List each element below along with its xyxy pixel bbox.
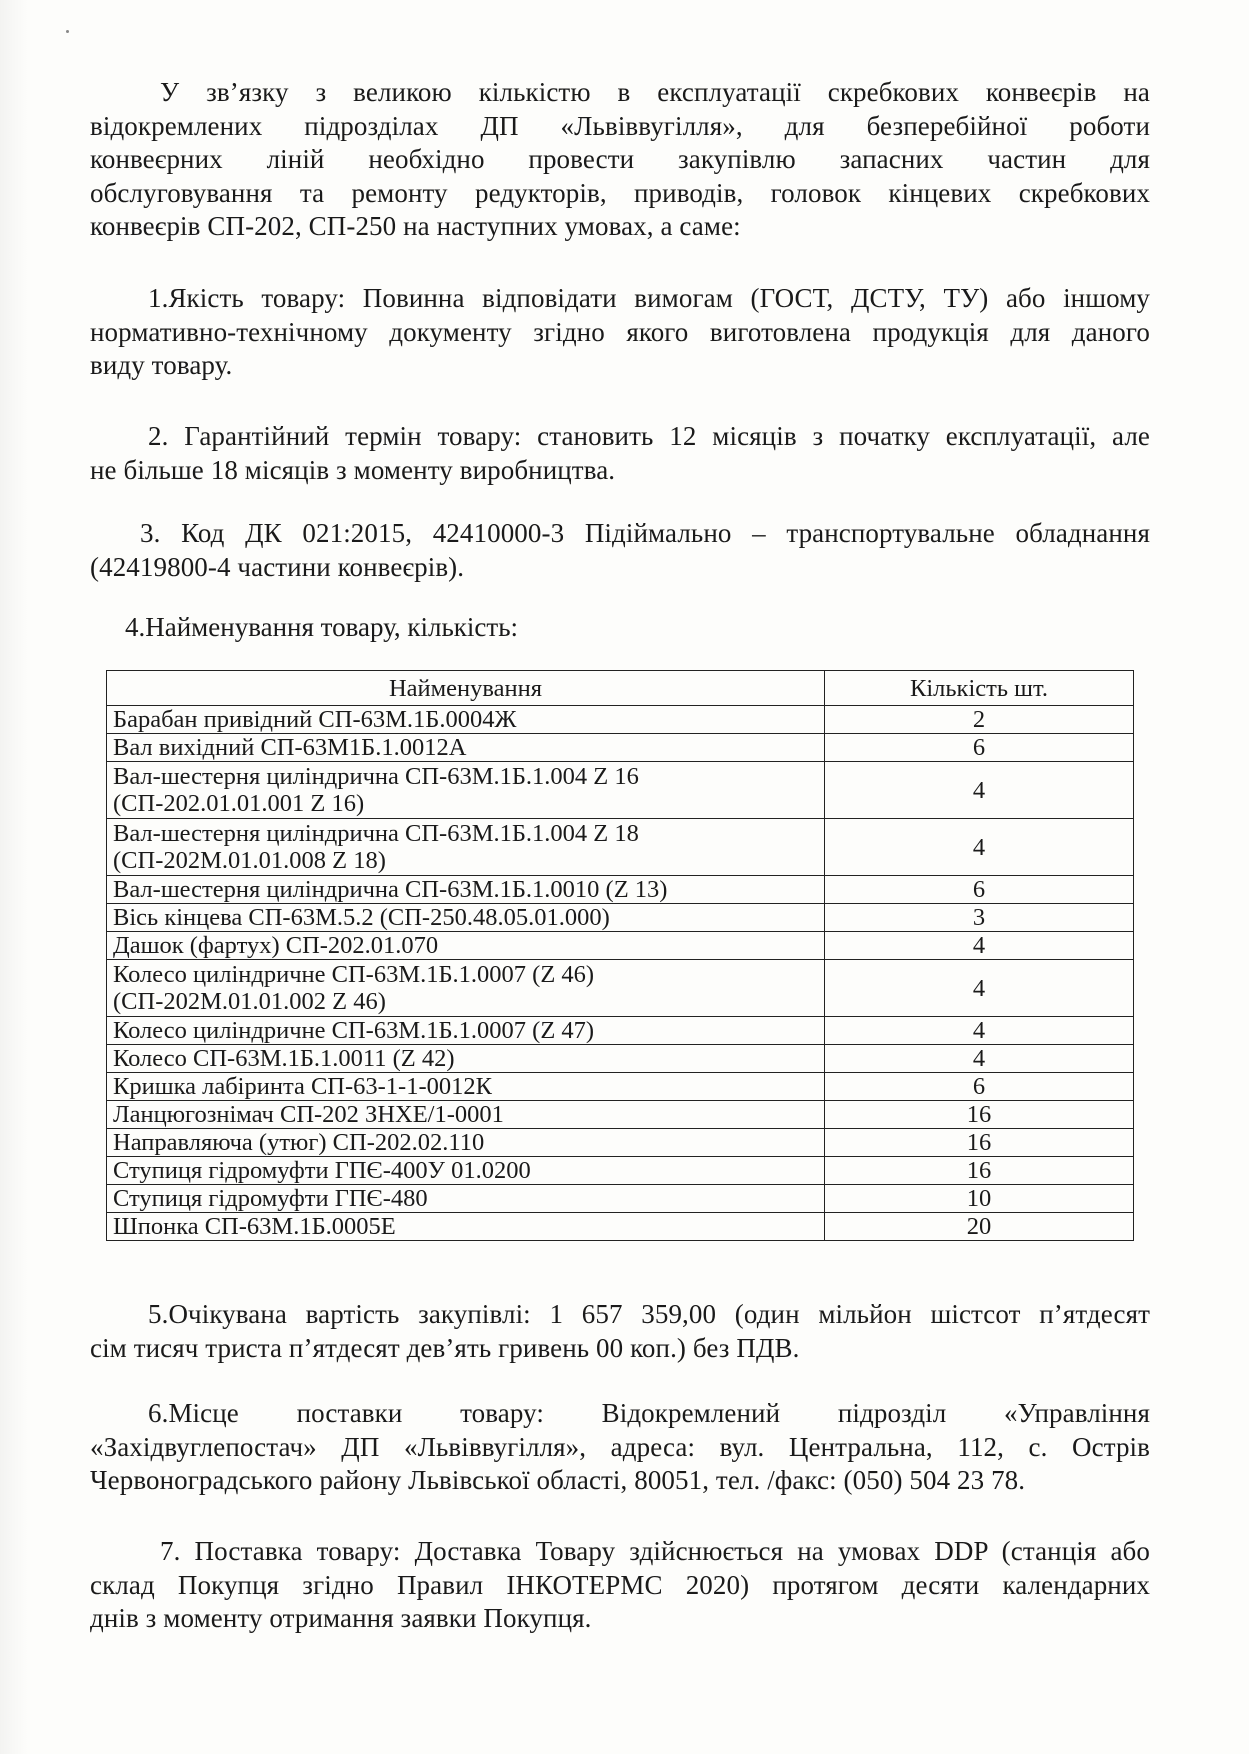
item-name-cell <box>107 1073 825 1101</box>
item-name-cell <box>107 734 825 762</box>
item-name-line: Направляюча (утюг) СП-202.02.110 <box>113 1129 485 1156</box>
item-name-line: (СП-202.01.01.001 Z 16) <box>113 790 365 817</box>
table-row <box>107 1213 1134 1241</box>
item6-line: «Західвуглепостач» ДП «Львіввугілля», адреса: вул. Центральна, 112, с. Острів <box>90 1431 1150 1462</box>
item-name-line: Ланцюгознімач СП-202 ЗНХЕ/1-0001 <box>113 1101 504 1128</box>
item-name-line: Шпонка СП-63М.1Б.0005Е <box>113 1213 396 1240</box>
item3-line: 3. Код ДК 021:2015, 42410000-3 Підіймально – транспортувальне обладнання <box>140 518 1150 548</box>
item-name-line: Ступиця гідромуфти ГПЄ-480 <box>113 1185 428 1212</box>
item-name-cell <box>107 1129 825 1157</box>
table-row <box>107 960 1134 1017</box>
item-name-line: Ступиця гідромуфти ГПЄ-400У 01.0200 <box>113 1157 531 1184</box>
item1-line: 1.Якість товару: Повинна відповідати вимогам (ГОСТ, ДСТУ, ТУ) або іншому <box>148 283 1150 313</box>
item-name-cell <box>107 1017 825 1045</box>
item-name-line: Колесо СП-63М.1Б.1.0011 (Z 42) <box>113 1045 455 1072</box>
item5-line: сім тисяч триста п’ятдесят дев’ять гривень 00 коп.) без ПДВ. <box>90 1332 800 1363</box>
intro-line: У зв’язку з великою кількістю в експлуатації скребкових конвеєрів на <box>160 77 1150 107</box>
item-name-cell <box>107 1045 825 1073</box>
item-name-cell <box>107 819 825 876</box>
item6-line: Червоноградського району Львівської області, 80051, тел. /факс: (050) 504 23 78. <box>90 1465 1026 1495</box>
table-row <box>107 1185 1134 1213</box>
item-name-line: Вісь кінцева СП-63М.5.2 (СП-250.48.05.01.000) <box>113 904 610 931</box>
item-name-line: Колесо циліндричне СП-63М.1Б.1.0007 (Z 46) <box>113 961 595 988</box>
item-name-line: Вал-шестерня циліндрична СП-63М.1Б.1.004 Z 16 <box>113 763 639 790</box>
item1-line: виду товару. <box>90 350 233 380</box>
item-name-line: Вал-шестерня циліндрична СП-63М.1Б.1.0010 (Z 13) <box>113 876 668 903</box>
item-name-line: (СП-202М.01.01.002 Z 46) <box>113 988 386 1015</box>
table-header-row <box>107 671 1134 706</box>
item1-quality-paragraph <box>90 282 1150 383</box>
item-name-cell <box>107 762 825 819</box>
scan-shadow <box>0 0 28 1754</box>
item-qty-cell: 3 <box>825 904 1134 932</box>
intro-line: конвеєрних ліній необхідно провести закупівлю запасних частин для <box>90 144 1150 174</box>
item2-line: не більше 18 місяців з моменту виробництва. <box>90 454 616 485</box>
item-name-line: Вал-шестерня циліндрична СП-63М.1Б.1.004 Z 18 <box>113 820 639 847</box>
item-qty-cell: 6 <box>825 1073 1134 1101</box>
item4-heading: 4.Найменування товару, кількість: <box>125 612 519 642</box>
intro-line: конвеєрів СП-202, СП-250 на наступних умовах, а саме: <box>90 211 741 241</box>
table-row <box>107 904 1134 932</box>
item-qty-cell: 4 <box>825 932 1134 960</box>
table-row <box>107 1073 1134 1101</box>
item-qty-cell: 16 <box>825 1157 1134 1185</box>
item5-cost-paragraph <box>90 1298 1150 1365</box>
item-qty-cell: 4 <box>825 762 1134 819</box>
item2-warranty-paragraph <box>90 420 1150 487</box>
item5-line: 5.Очікувана вартість закупівлі: 1 657 359,00 (один мільйон шістсот п’ятдесят <box>148 1299 1150 1329</box>
table-row <box>107 1017 1134 1045</box>
table-row <box>107 1157 1134 1185</box>
item7-line: днів з моменту отримання заявки Покупця. <box>90 1603 592 1633</box>
item-qty-cell: 4 <box>825 960 1134 1017</box>
table-body <box>107 706 1134 1241</box>
table-row <box>107 1045 1134 1073</box>
intro-line: відокремлених підрозділах ДП «Львіввугілля», для безперебійної роботи <box>90 110 1150 141</box>
intro-line: обслуговування та ремонту редукторів, приводів, головок кінцевих скребкових <box>90 177 1150 208</box>
item3-line: (42419800-4 частини конвеєрів). <box>90 551 465 582</box>
item-qty-cell: 4 <box>825 819 1134 876</box>
table-row <box>107 876 1134 904</box>
table-row <box>107 706 1134 734</box>
scan-dot <box>66 30 69 33</box>
item-name-cell <box>107 876 825 904</box>
item-name-line: Дашок (фартух) СП-202.01.070 <box>113 932 439 959</box>
item-qty-cell: 6 <box>825 876 1134 904</box>
item6-delivery-place-paragraph <box>90 1397 1150 1498</box>
item-name-line: (СП-202М.01.01.008 Z 18) <box>113 847 386 874</box>
item-name-line: Вал вихідний СП-63М1Б.1.0012А <box>113 734 467 761</box>
item-name-cell <box>107 1101 825 1129</box>
item-name-cell <box>107 932 825 960</box>
item2-line: 2. Гарантійний термін товару: становить 12 місяців з початку експлуатації, але <box>148 421 1150 451</box>
item-name-line: Барабан привідний СП-63М.1Б.0004Ж <box>113 706 517 733</box>
item-qty-cell: 20 <box>825 1213 1134 1241</box>
item-name-cell <box>107 1213 825 1241</box>
table-row <box>107 819 1134 876</box>
item1-line: нормативно-технічному документу згідно якого виготовлена продукція для даного <box>90 316 1150 347</box>
item-qty-cell: 16 <box>825 1129 1134 1157</box>
goods-table <box>106 670 1134 1241</box>
header-name: Найменування <box>107 671 825 706</box>
item-qty-cell: 4 <box>825 1045 1134 1073</box>
item3-code-paragraph <box>90 517 1150 584</box>
item-name-cell <box>107 1185 825 1213</box>
item6-line: 6.Місце поставки товару: Відокремлений підрозділ «Управління <box>148 1398 1150 1428</box>
item-name-line: Колесо циліндричне СП-63М.1Б.1.0007 (Z 47) <box>113 1017 595 1044</box>
item-qty-cell: 2 <box>825 706 1134 734</box>
item7-line: 7. Поставка товару: Доставка Товару здійснюється на умовах DDP (станція або <box>160 1536 1150 1566</box>
item-qty-cell: 4 <box>825 1017 1134 1045</box>
item-name-cell <box>107 706 825 734</box>
item-name-line: Кришка лабіринта СП-63-1-1-0012К <box>113 1073 492 1100</box>
item-name-cell <box>107 1157 825 1185</box>
intro-paragraph <box>90 76 1150 244</box>
item7-delivery-terms-paragraph <box>90 1535 1150 1636</box>
item-name-cell <box>107 904 825 932</box>
table-row <box>107 932 1134 960</box>
item-qty-cell: 10 <box>825 1185 1134 1213</box>
table-row <box>107 762 1134 819</box>
table-row <box>107 1129 1134 1157</box>
header-qty: Кількість шт. <box>825 671 1134 706</box>
item-qty-cell: 6 <box>825 734 1134 762</box>
table-row <box>107 734 1134 762</box>
item7-line: склад Покупця згідно Правил ІНКОТЕРМС 2020) протягом десяти календарних <box>90 1569 1150 1600</box>
table-row <box>107 1101 1134 1129</box>
item-name-cell <box>107 960 825 1017</box>
item-qty-cell: 16 <box>825 1101 1134 1129</box>
